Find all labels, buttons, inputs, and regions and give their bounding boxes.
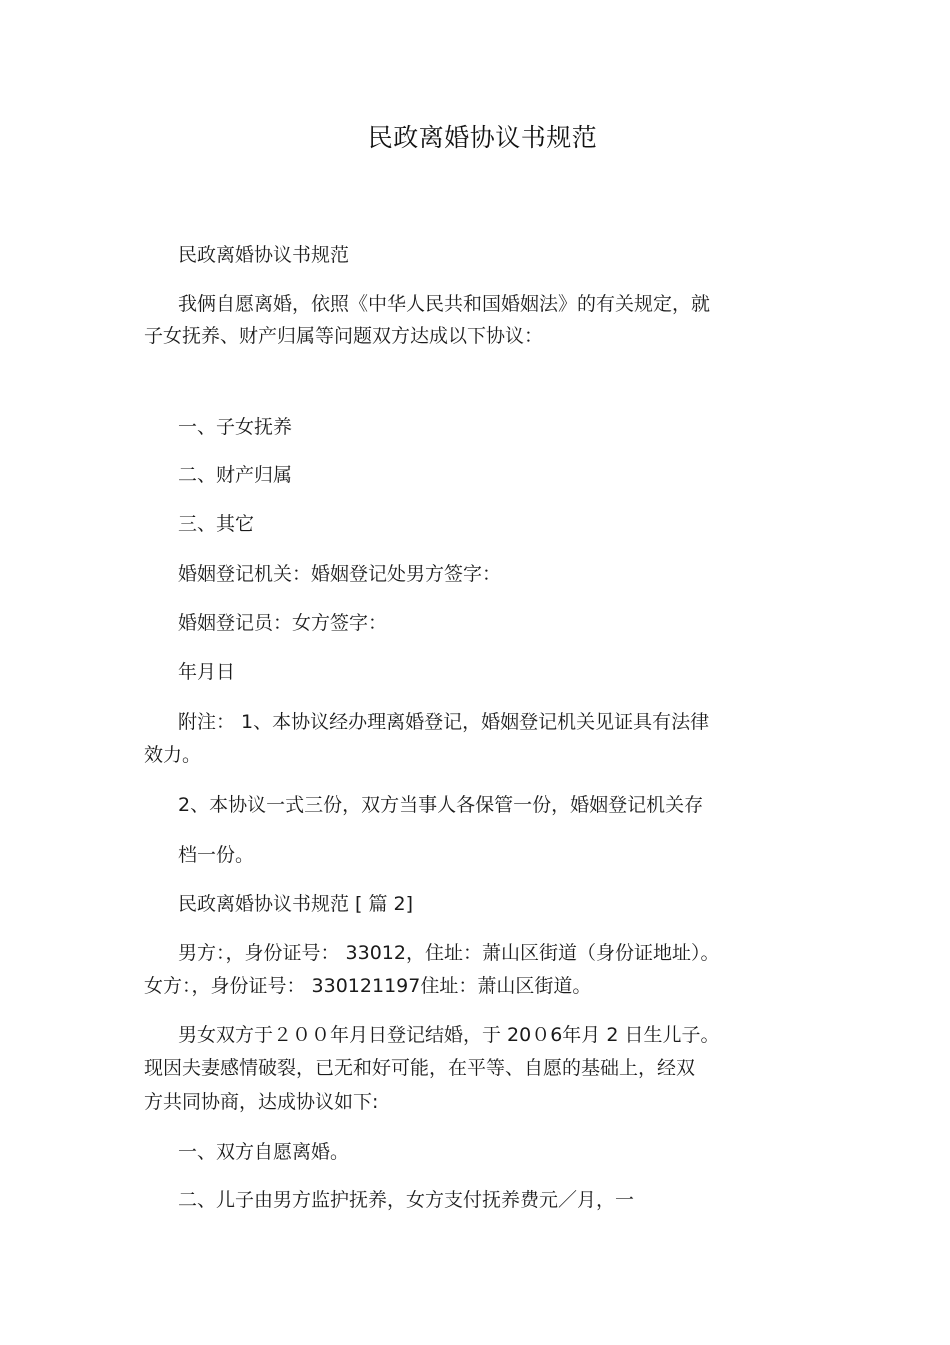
note-line-2: 效力。	[144, 744, 202, 766]
document-title: 民政离婚协议书规范	[367, 123, 598, 152]
date-line: 年月日	[178, 661, 236, 683]
intro-line-2: 子女抚养、财产归属等问题双方达成以下协议：	[144, 325, 544, 347]
registry-signature-line: 婚姻登记机关：婚姻登记处男方签字：	[178, 563, 502, 585]
husband-info-line: 男方：，身份证号： 33012，住址：萧山区街道（身份证地址）。	[178, 942, 720, 964]
intro-line-1: 我俩自愿离婚，依照《中华人民共和国婚姻法》的有关规定，就	[178, 293, 711, 315]
note-line-1: 附注： 1、本协议经办理离婚登记，婚姻登记机关见证具有法律	[178, 711, 710, 733]
wife-info-line: 女方：，身份证号： 330121197住址：萧山区街道。	[144, 975, 592, 997]
section-heading-3: 三、其它	[178, 513, 255, 535]
agreement-item-1: 一、双方自愿离婚。	[178, 1141, 350, 1163]
note-line-3: 2、本协议一式三份，双方当事人各保管一份，婚姻登记机关存	[178, 794, 704, 816]
marriage-info-line-2: 现因夫妻感情破裂，已无和好可能，在平等、自愿的基础上，经双	[144, 1057, 696, 1079]
marriage-info-line-3: 方共同协商，达成协议如下:	[144, 1091, 379, 1113]
section-title-part-2: 民政离婚协议书规范 [ 篇 2]	[178, 893, 414, 915]
subtitle-line: 民政离婚协议书规范	[178, 244, 350, 266]
section-heading-1: 一、子女抚养	[178, 416, 293, 438]
registrar-signature-line: 婚姻登记员：女方签字：	[178, 612, 388, 634]
marriage-info-line-1: 男女双方于２００年月日登记结婚，于 20０6年月 2 日生儿子。	[178, 1024, 720, 1046]
agreement-item-2: 二、儿子由男方监护抚养，女方支付抚养费元／月，一	[178, 1189, 635, 1211]
note-line-4: 档一份。	[178, 844, 255, 866]
section-heading-2: 二、财产归属	[178, 464, 293, 486]
